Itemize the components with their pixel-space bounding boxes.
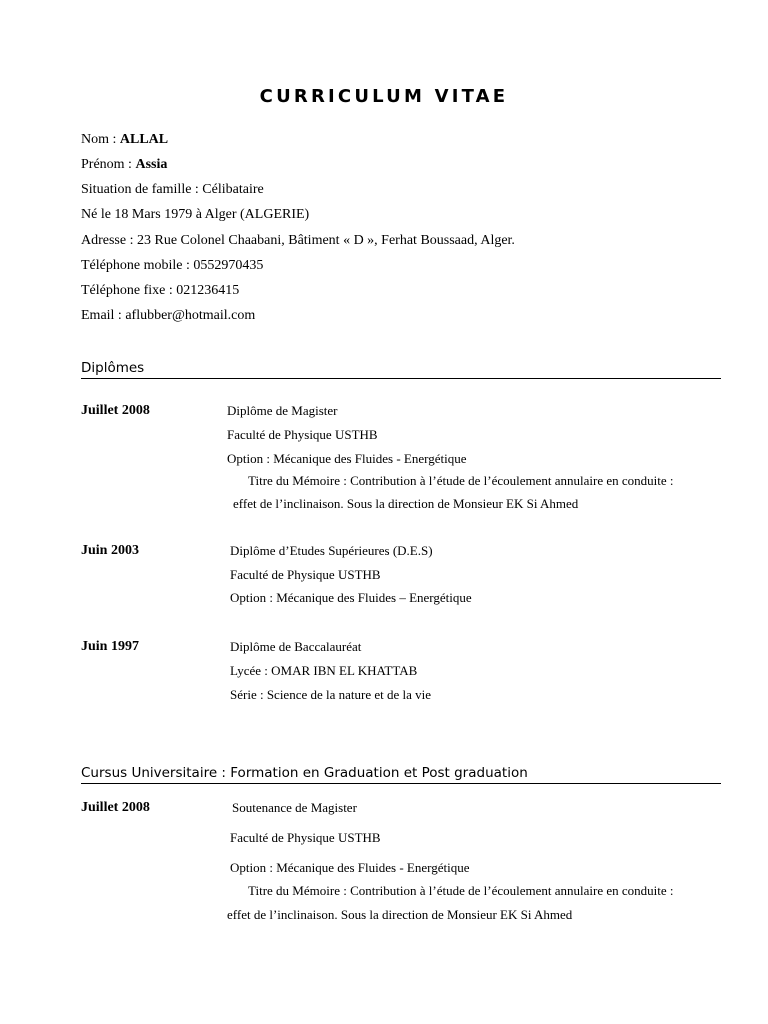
entry-line: Série : Science de la nature et de la vie — [230, 687, 432, 702]
section-divider — [81, 378, 721, 379]
adresse: Adresse : 23 Rue Colonel Chaabani, Bâtiment « D », Ferhat Boussaad, Alger. — [81, 233, 515, 248]
telephone-mobile: Téléphone mobile : 0552970435 — [81, 258, 264, 273]
entry-line: Option : Mécanique des Fluides - Energétique — [230, 860, 470, 875]
prenom-line — [81, 157, 167, 173]
entry-line: Option : Mécanique des Fluides - Energétique — [227, 451, 467, 466]
entry-line: effet de l’inclinaison. Sous la direction de Monsieur EK Si Ahmed — [227, 907, 573, 922]
nom-line — [81, 132, 168, 148]
section-heading-cursus: Cursus Universitaire : Formation en Graduation et Post graduation — [81, 765, 528, 781]
page-title: CURRICULUM VITAE — [259, 86, 509, 107]
entry-date: Juin 2003 — [81, 543, 139, 558]
entry-date: Juillet 2008 — [81, 800, 150, 815]
entry-line: Soutenance de Magister — [232, 800, 357, 815]
entry-line: Option : Mécanique des Fluides – Energétique — [230, 590, 472, 605]
date-naissance: Né le 18 Mars 1979 à Alger (ALGERIE) — [81, 207, 310, 222]
entry-line: Diplôme de Magister — [227, 403, 338, 418]
entry-line: effet de l’inclinaison. Sous la direction de Monsieur EK Si Ahmed — [233, 496, 579, 511]
entry-line: Faculté de Physique USTHB — [230, 830, 381, 845]
email: Email : aflubber@hotmail.com — [81, 308, 256, 323]
section-divider — [81, 783, 721, 784]
entry-line: Faculté de Physique USTHB — [227, 427, 378, 442]
prenom-label: Prénom : — [81, 157, 136, 172]
entry-line: Faculté de Physique USTHB — [230, 567, 381, 582]
entry-date: Juin 1997 — [81, 639, 139, 654]
situation-famille: Situation de famille : Célibataire — [81, 182, 264, 197]
entry-line: Diplôme d’Etudes Supérieures (D.E.S) — [230, 543, 433, 558]
entry-date: Juillet 2008 — [81, 403, 150, 418]
telephone-fixe: Téléphone fixe : 021236415 — [81, 283, 240, 298]
section-heading-diplomes: Diplômes — [81, 360, 145, 376]
prenom-value: Assia — [135, 157, 168, 172]
nom-label: Nom : — [81, 132, 120, 147]
entry-line: Titre du Mémoire : Contribution à l’étude de l’écoulement annulaire en conduite : — [248, 883, 674, 898]
entry-line: Diplôme de Baccalauréat — [230, 639, 362, 654]
nom-value: ALLAL — [119, 132, 169, 147]
entry-line: Titre du Mémoire : Contribution à l’étude de l’écoulement annulaire en conduite : — [248, 473, 674, 488]
entry-line: Lycée : OMAR IBN EL KHATTAB — [230, 663, 418, 678]
